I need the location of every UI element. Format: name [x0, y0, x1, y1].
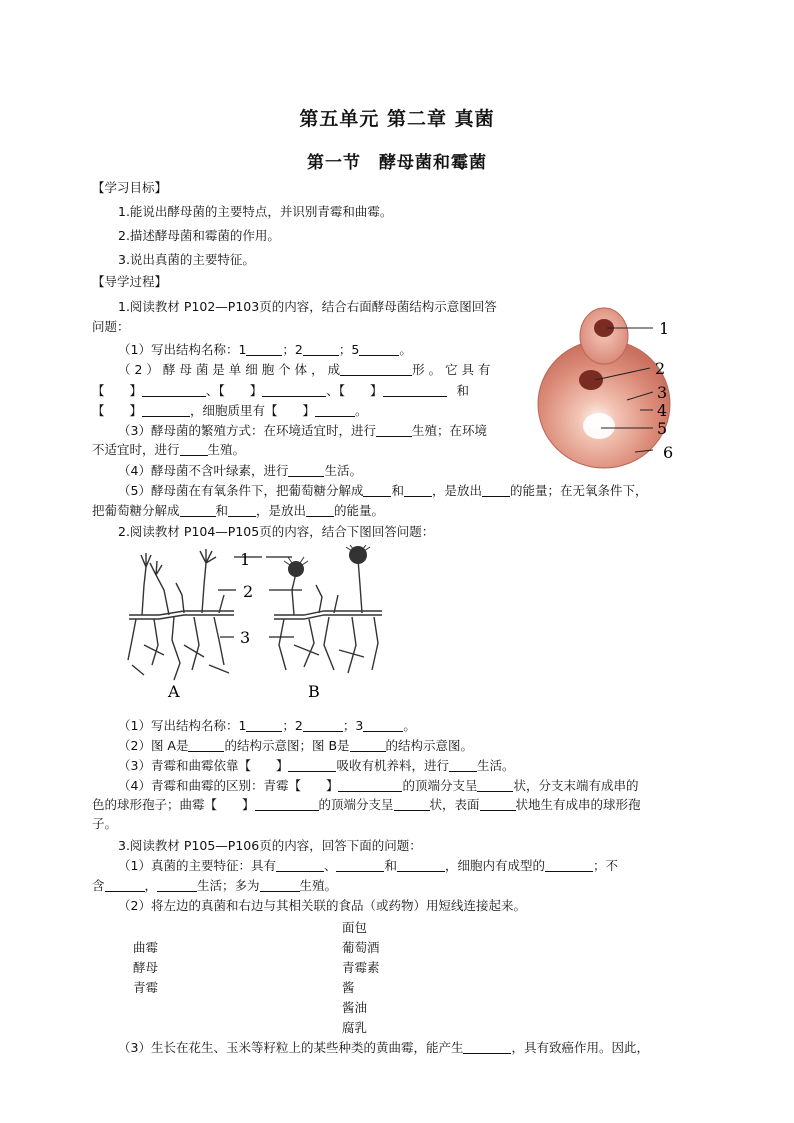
- process-header: 【导学过程】: [92, 274, 168, 289]
- answer-blank[interactable]: [480, 798, 516, 811]
- food-item[interactable]: 腐乳: [342, 1020, 368, 1035]
- yeast-label: 2: [655, 359, 666, 378]
- text: 状，分支末端有成串的: [513, 778, 639, 793]
- text: 含: [92, 878, 105, 893]
- aspergillus-heads: [284, 545, 370, 577]
- text: 生殖；在环境: [411, 423, 487, 438]
- answer-blank[interactable]: [397, 859, 445, 872]
- text: ，是放出: [256, 503, 307, 518]
- answer-blank[interactable]: [363, 484, 391, 497]
- q2-s1: [118, 718, 416, 734]
- yeast-label: 5: [657, 419, 668, 438]
- q2-s3: [118, 758, 515, 774]
- text: ，: [144, 878, 158, 893]
- text: （2）图 A是: [118, 738, 189, 753]
- text: （3）生长在花生、玉米等籽粒上的某些种类的黄曲霉，能产生: [118, 1040, 464, 1055]
- q2-s2: [118, 738, 473, 754]
- answer-blank[interactable]: [142, 404, 190, 417]
- answer-blank[interactable]: [359, 343, 399, 356]
- text: 状，表面: [429, 797, 480, 812]
- figure-caption-b: B: [308, 682, 320, 701]
- text: 、: [323, 858, 337, 873]
- goal-item: 2.描述酵母菌和霉菌的作用。: [118, 228, 280, 243]
- answer-blank[interactable]: [338, 779, 402, 792]
- goal-item: 3.说出真菌的主要特征。: [118, 252, 255, 267]
- answer-blank[interactable]: [255, 798, 319, 811]
- text: 生活。: [324, 463, 362, 478]
- q1-s3: [118, 423, 487, 439]
- text: 【 】: [92, 403, 143, 418]
- text: 生殖。: [299, 878, 338, 893]
- text: （5）酵母菌在有氧条件下，把葡萄糖分解成: [118, 483, 364, 498]
- goals-header: 【学习目标】: [92, 180, 168, 195]
- text: 。: [355, 403, 368, 418]
- text: 、【 】: [326, 383, 383, 398]
- text: 和: [456, 383, 470, 398]
- answer-blank[interactable]: [449, 759, 477, 772]
- text: 生殖。: [207, 442, 246, 457]
- text: ；5: [338, 342, 360, 357]
- q3-s1: [118, 858, 618, 874]
- text: 【 】: [92, 383, 143, 398]
- section-title: 第一节 酵母菌和霉菌: [307, 153, 487, 173]
- answer-blank[interactable]: [350, 739, 386, 752]
- yeast-label: 6: [663, 443, 674, 462]
- text: 形 。 它 具 有: [412, 362, 491, 377]
- q3-s1-b: [92, 878, 337, 894]
- q2-s4-c: 子。: [92, 816, 118, 831]
- yeast-label: 3: [657, 383, 668, 402]
- q1-s2: [118, 362, 491, 378]
- text: 的顶端分支呈: [402, 778, 478, 793]
- fungus-item[interactable]: 酵母: [133, 960, 159, 975]
- q2-s4-b: [92, 797, 641, 813]
- text: （3）酵母菌的繁殖方式：在环境适宜时，进行: [118, 423, 376, 438]
- text: 。: [403, 718, 416, 733]
- text: 的顶端分支呈: [318, 797, 394, 812]
- text: 和: [215, 503, 229, 518]
- food-item[interactable]: 面包: [342, 920, 368, 935]
- answer-blank[interactable]: [315, 404, 355, 417]
- text: （4）青霉和曲霉的区别：青霉【 】: [118, 778, 339, 793]
- text: 吸收有机养料，进行: [336, 758, 449, 773]
- q3-s2: （2）将左边的真菌和右边与其相关联的食品（或药物）用短线连接起来。: [118, 898, 526, 913]
- answer-blank[interactable]: [228, 504, 256, 517]
- yeast-label: 4: [657, 401, 668, 420]
- mold-label: 3: [240, 628, 251, 647]
- answer-blank[interactable]: [394, 798, 430, 811]
- yeast-label: 1: [659, 319, 670, 338]
- answer-blank[interactable]: [276, 859, 324, 872]
- answer-blank[interactable]: [246, 719, 282, 732]
- answer-blank[interactable]: [477, 779, 513, 792]
- q1-s4: [118, 463, 362, 479]
- text: 的能量；在无氧条件下，: [510, 483, 648, 498]
- q3-s3: [118, 1040, 649, 1056]
- text: 不适宜时，进行: [92, 442, 180, 457]
- answer-blank[interactable]: [383, 384, 447, 397]
- text: （1）真菌的主要特征：具有: [118, 858, 276, 873]
- q1-intro: 1.阅读教材 P102—P103页的内容，结合右面酵母菌结构示意图回答: [118, 299, 497, 314]
- text: ，细胞内有成型的: [445, 858, 546, 873]
- text: （3）青霉和曲霉依靠【 】: [118, 758, 289, 773]
- mold-label: 2: [243, 582, 254, 601]
- answer-blank[interactable]: [262, 384, 326, 397]
- text: ；不: [593, 858, 619, 873]
- q2-intro: 2.阅读教材 P104—P105页的内容，结合下图回答问题：: [118, 524, 435, 539]
- text: 和: [391, 483, 404, 498]
- answer-blank[interactable]: [260, 879, 300, 892]
- food-item[interactable]: 青霉素: [342, 960, 380, 975]
- answer-blank[interactable]: [303, 343, 339, 356]
- text: ；2: [282, 342, 303, 357]
- answer-blank[interactable]: [288, 464, 324, 477]
- answer-blank[interactable]: [340, 363, 412, 376]
- answer-blank[interactable]: [180, 443, 208, 456]
- answer-blank[interactable]: [482, 484, 510, 497]
- answer-blank[interactable]: [545, 859, 593, 872]
- text: 生活；多为: [197, 878, 260, 893]
- answer-blank[interactable]: [246, 343, 282, 356]
- food-item[interactable]: 酱油: [342, 1000, 368, 1015]
- vacuole: [583, 413, 615, 439]
- q1-s2-c: [92, 403, 368, 419]
- text: 生活。: [476, 758, 515, 773]
- answer-blank[interactable]: [157, 879, 197, 892]
- page-title: 第五单元 第二章 真菌: [299, 108, 495, 130]
- answer-blank[interactable]: [404, 484, 432, 497]
- text: ，细胞质里有【 】: [190, 403, 316, 418]
- mold-label: 1: [240, 550, 251, 569]
- q1-intro-cont: 问题：: [92, 319, 130, 334]
- text: 把葡萄糖分解成: [92, 503, 180, 518]
- fungus-item[interactable]: 青霉: [133, 980, 159, 995]
- answer-blank[interactable]: [306, 504, 334, 517]
- fungus-item[interactable]: 曲霉: [133, 940, 159, 955]
- text: 的结构示意图。: [385, 738, 474, 753]
- goal-item: 1.能说出酵母菌的主要特点，并识别青霉和曲霉。: [118, 204, 393, 219]
- q3-intro: 3.阅读教材 P105—P106页的内容，回答下面的问题：: [118, 838, 422, 853]
- answer-blank[interactable]: [142, 384, 206, 397]
- answer-blank[interactable]: [303, 719, 343, 732]
- text: ，具有致癌作用。因此，: [511, 1040, 649, 1055]
- q1-s3-b: [92, 442, 245, 458]
- text: 和: [384, 858, 397, 873]
- q1-s2-b: [92, 383, 469, 399]
- text: ，是放出: [431, 483, 482, 498]
- food-item[interactable]: 酱: [342, 980, 355, 995]
- answer-blank[interactable]: [105, 879, 145, 892]
- q2-s4: [118, 778, 639, 794]
- yeast-cell-diagram: [535, 300, 685, 472]
- text: 的能量。: [334, 503, 385, 518]
- text: （4）酵母菌不含叶绿素，进行: [118, 463, 289, 478]
- text: 状地生有成串的球形孢: [515, 797, 641, 812]
- text: （ 2 ） 酵 母 菌 是 单 细 胞 个 体 ， 成: [118, 362, 341, 377]
- answer-blank[interactable]: [363, 719, 403, 732]
- answer-blank[interactable]: [463, 1041, 511, 1054]
- nucleus: [579, 370, 603, 390]
- q1-s1: [118, 342, 412, 358]
- answer-blank[interactable]: [336, 859, 384, 872]
- answer-blank[interactable]: [180, 504, 216, 517]
- text: ；3: [342, 718, 364, 733]
- answer-blank[interactable]: [376, 424, 412, 437]
- figure-caption-a: A: [168, 682, 180, 701]
- text: （1）写出结构名称：1: [118, 342, 247, 357]
- answer-blank[interactable]: [188, 739, 224, 752]
- text: 的结构示意图；图 B是: [224, 738, 350, 753]
- text: （1）写出结构名称：1: [118, 718, 247, 733]
- text: 色的球形孢子；曲霉【 】: [92, 797, 255, 812]
- text: 、【 】: [206, 383, 263, 398]
- q1-s5-b: [92, 503, 384, 519]
- q1-s5: [118, 483, 648, 499]
- text: ；2: [282, 718, 303, 733]
- food-item[interactable]: 葡萄酒: [342, 940, 380, 955]
- answer-blank[interactable]: [288, 759, 336, 772]
- text: 。: [399, 342, 412, 357]
- mold-diagram: [124, 545, 394, 705]
